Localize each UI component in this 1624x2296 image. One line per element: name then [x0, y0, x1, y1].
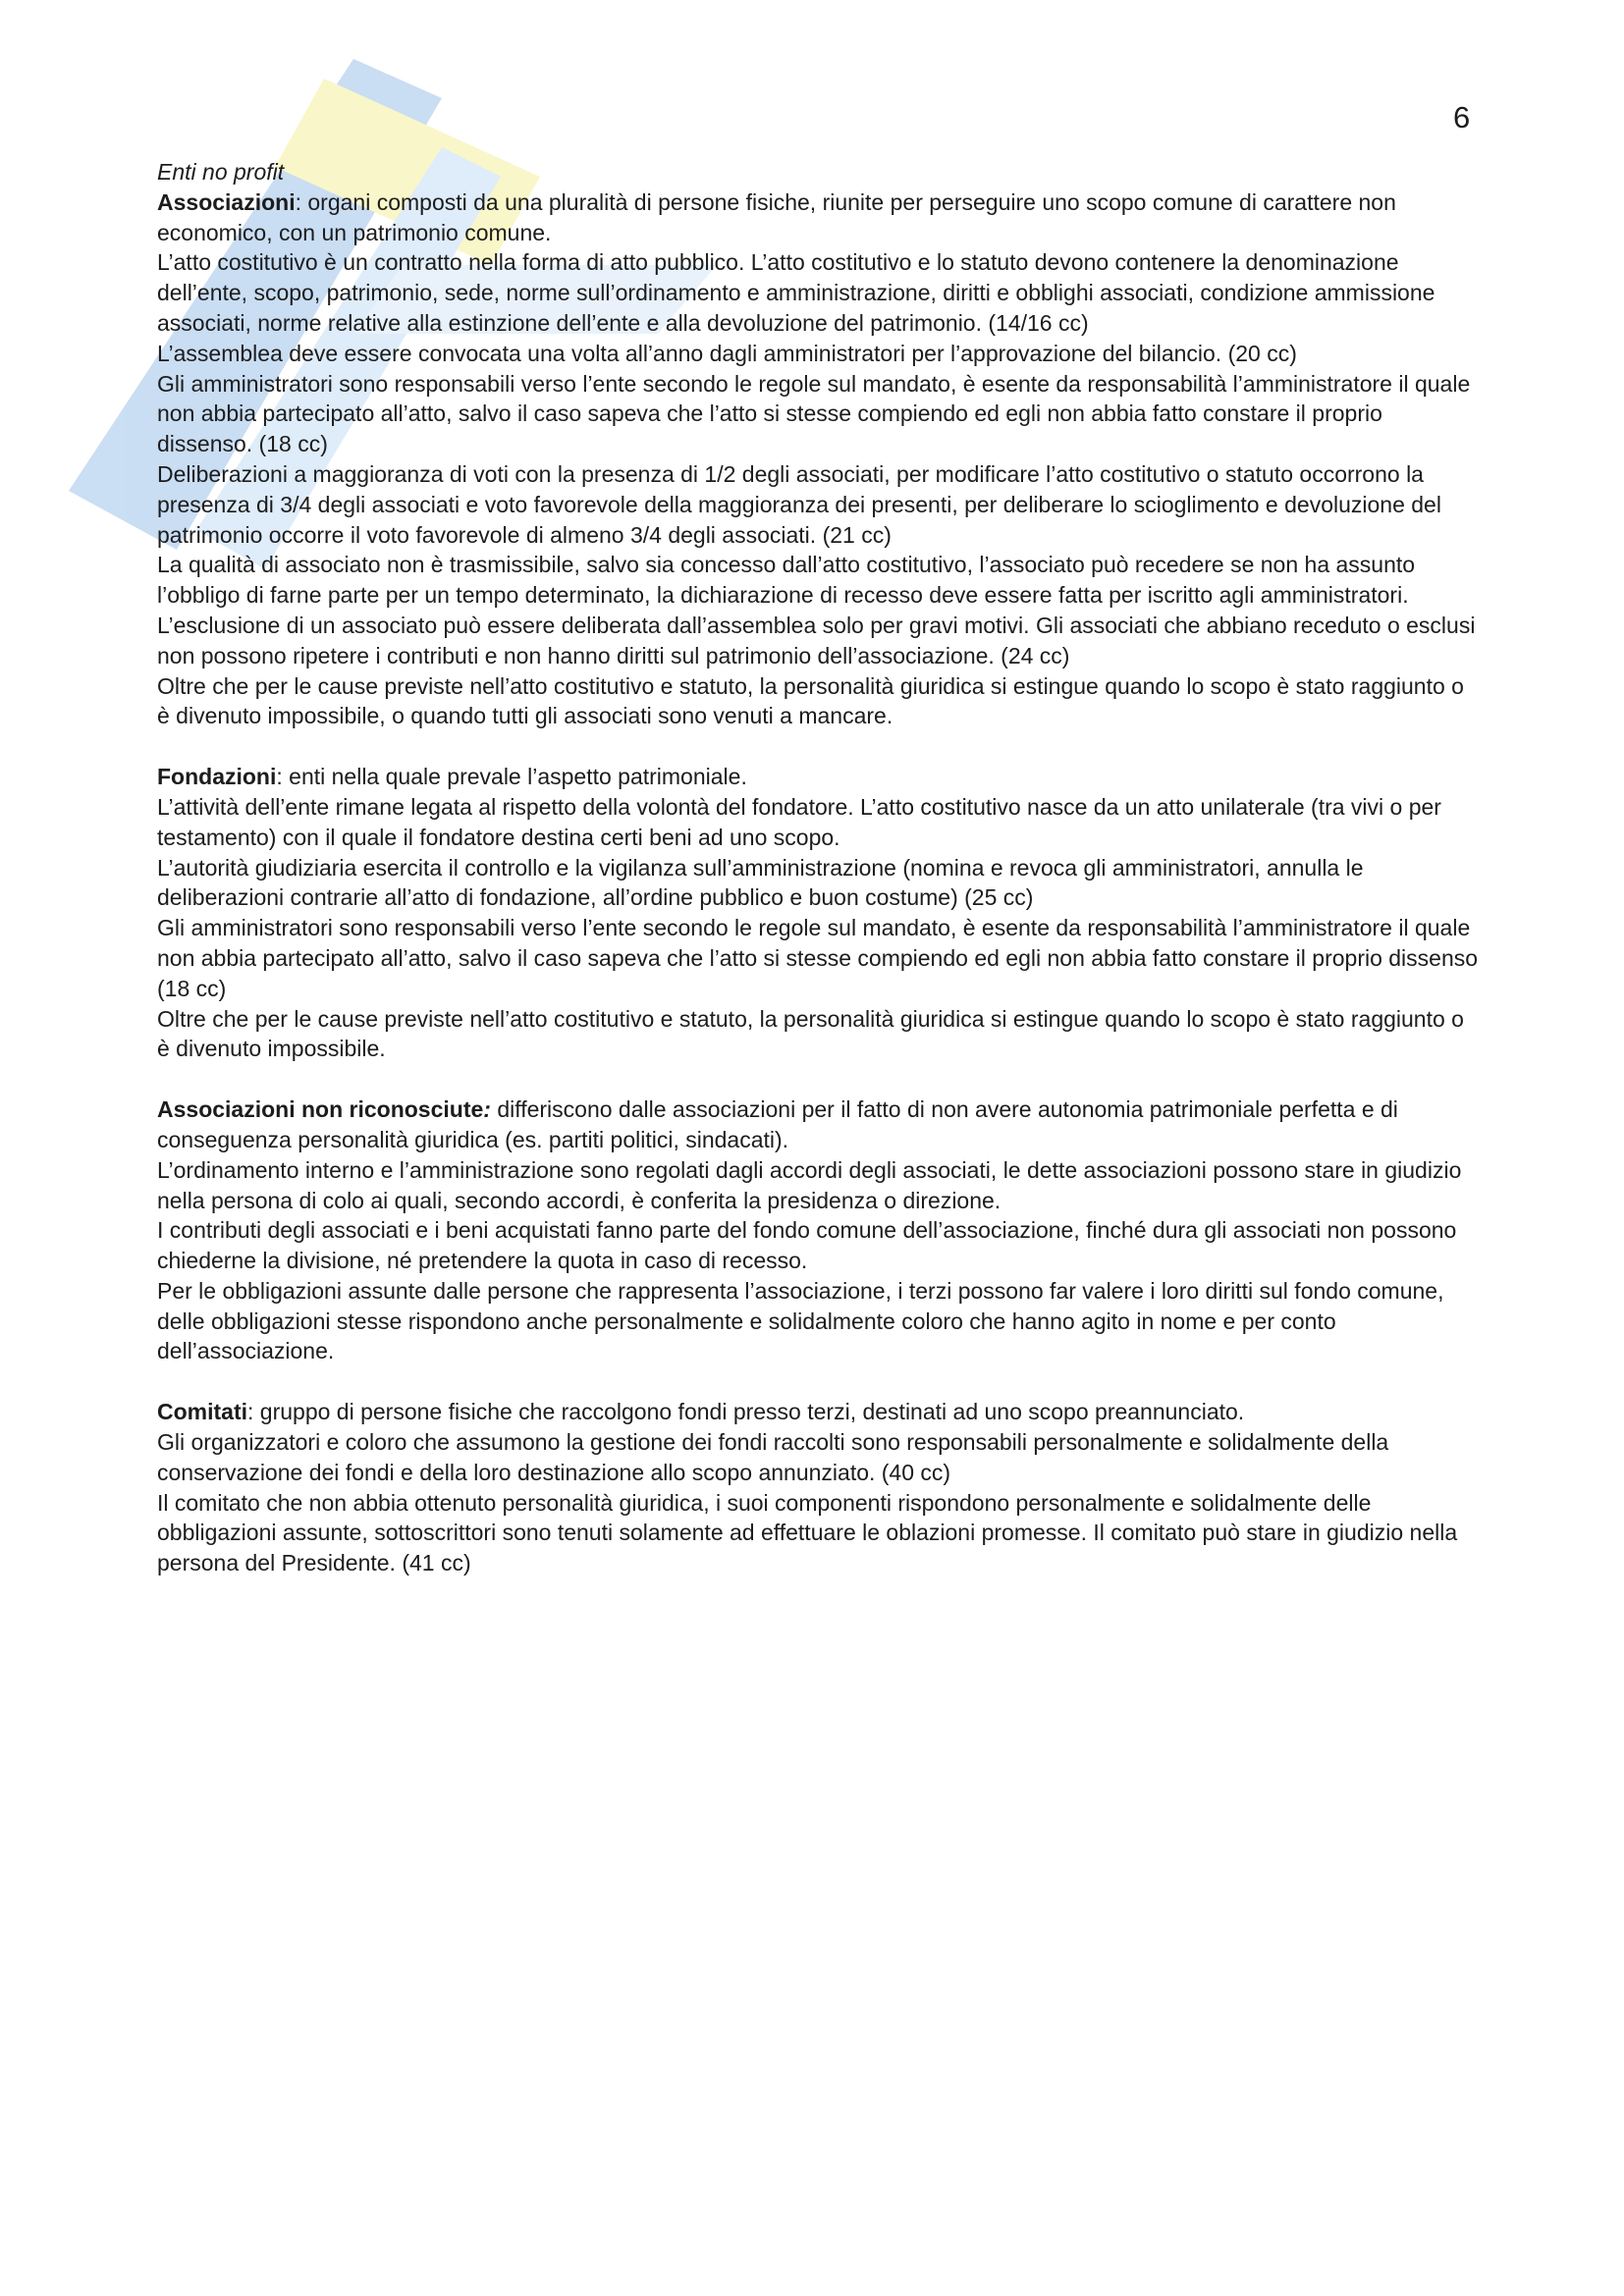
- term-separator: :: [295, 188, 301, 215]
- term-separator: :: [247, 1399, 254, 1425]
- section-comitati: [157, 1397, 1483, 1578]
- paragraph: L’autorità giudiziaria esercita il controllo e la vigilanza sull’amministrazione (nomina e revoca gli amministratori, annulla le deliberazioni contrarie all’atto di fondazione, all’ordine pubblico e buon costume) (25 cc): [157, 854, 1364, 911]
- page-number: 6: [1453, 100, 1471, 134]
- definition-paragraph: [157, 1095, 1483, 1155]
- paragraph: La qualità di associato non è trasmissibile, salvo sia concesso dall’atto costitutivo, l’associato può recedere se non ha assunto l’obbligo di farne parte per un tempo determinato, la dichiarazione di recesso deve essere fatta per iscritto agli amministratori. L’esclusione di un associato può essere deliberata dall’assemblea solo per gravi motivi. Gli associati che abbiano receduto o esclusi non possono ripetere i contributi e non hanno diritti sul patrimonio dell’associazione. (24 cc): [157, 552, 1476, 668]
- paragraph: L’ordinamento interno e l’amministrazione sono regolati dagli accordi degli associati, le dette associazioni possono stare in giudizio nella persona di colo ai quali, secondo accordi, è conferita la presidenza o direzione.: [157, 1156, 1462, 1213]
- paragraph: Gli amministratori sono responsabili verso l’ente secondo le regole sul mandato, è esente da responsabilità l’amministratore il quale non abbia partecipato all’atto, salvo il caso sapeva che l’atto si stesse compiendo ed egli non abbia fatto constare il proprio dissenso (18 cc): [157, 915, 1479, 1001]
- paragraph: Deliberazioni a maggioranza di voti con la presenza di 1/2 degli associati, per modificare l’atto costitutivo o statuto occorrono la presenza di 3/4 degli associati e voto favorevole della maggioranza dei presenti, per deliberare lo scioglimento e devoluzione del patrimonio occorre il voto favorevole di almeno 3/4 degli associati. (21 cc): [157, 460, 1441, 548]
- paragraph: L’attività dell’ente rimane legata al rispetto della volontà del fondatore. L’atto costitutivo nasce da un atto unilaterale (tra vivi o per testamento) con il quale il fondatore destina certi beni ad uno scopo.: [157, 793, 1441, 850]
- definition-paragraph: [157, 762, 1483, 792]
- definition-paragraph: [157, 1397, 1483, 1427]
- section-associazioni: [157, 187, 1483, 731]
- paragraph: Oltre che per le cause previste nell’atto costitutivo e statuto, la personalità giuridica si estingue quando lo scopo è stato raggiunto o è divenuto impossibile.: [157, 1005, 1464, 1062]
- paragraph: Gli amministratori sono responsabili verso l’ente secondo le regole sul mandato, è esente da responsabilità l’amministratore il quale non abbia partecipato all’atto, salvo il caso sapeva che l’atto si stesse compiendo ed egli non abbia fatto constare il proprio dissenso. (18 cc): [157, 370, 1471, 457]
- page-heading: Enti no profit: [157, 159, 285, 185]
- paragraph: Per le obbligazioni assunte dalle persone che rappresenta l’associazione, i terzi possono far valere i loro diritti sul fondo comune, delle obbligazioni stesse rispondono anche personalmente e solidalmente coloro che hanno agito in nome e per conto dell’associazione.: [157, 1277, 1444, 1364]
- definition-text: enti nella quale prevale l’aspetto patrimoniale.: [282, 764, 747, 790]
- definition-text: gruppo di persone fisiche che raccolgono fondi presso terzi, destinati ad uno scopo preannunciato.: [253, 1399, 1245, 1425]
- paragraph: Il comitato che non abbia ottenuto personalità giuridica, i suoi componenti rispondono personalmente e solidalmente delle obbligazioni assunte, sottoscrittori sono tenuti solamente ad effettuare le oblazioni promesse. Il comitato può stare in giudizio nella persona del Presidente. (41 cc): [157, 1489, 1458, 1576]
- paragraph: Gli organizzatori e coloro che assumono la gestione dei fondi raccolti sono responsabili personalmente e solidalmente della conservazione dei fondi e della loro destinazione allo scopo annunziato. (40 cc): [157, 1429, 1389, 1485]
- section-term: Associazioni non riconosciute: [157, 1096, 484, 1123]
- paragraph: L’atto costitutivo è un contratto nella forma di atto pubblico. L’atto costitutivo e lo statuto devono contenere la denominazione dell’ente, scopo, patrimonio, sede, norme sull’ordinamento e amministrazione, diritti e obblighi associati, condizione ammissione associati, norme relative alla estinzione dell’ente e alla devoluzione del patrimonio. (14/16 cc): [157, 249, 1435, 336]
- paragraph: Oltre che per le cause previste nell’atto costitutivo e statuto, la personalità giuridica si estingue quando lo scopo è stato raggiunto o è divenuto impossibile, o quando tutti gli associati sono venuti a mancare.: [157, 672, 1464, 729]
- term-separator: :: [483, 1096, 491, 1123]
- definition-text: differiscono dalle associazioni per il fatto di non avere autonomia patrimoniale perfetta e di conseguenza personalità giuridica (es. partiti politici, sindacati).: [157, 1096, 1398, 1152]
- section-term: Comitati: [157, 1399, 247, 1425]
- paragraph: L’assemblea deve essere convocata una volta all’anno dagli amministratori per l’approvazione del bilancio. (20 cc): [157, 340, 1297, 366]
- paragraph: I contributi degli associati e i beni acquistati fanno parte del fondo comune dell’associazione, finché dura gli associati non possono chiederne la divisione, né pretendere la quota in caso di recesso.: [157, 1217, 1457, 1274]
- section-term: Associazioni: [157, 188, 296, 215]
- document-body: [157, 157, 1483, 1578]
- term-separator: :: [276, 764, 283, 790]
- definition-text: organi composti da una pluralità di persone fisiche, riunite per perseguire uno scopo comune di carattere non economico, con un patrimonio comune.: [157, 188, 1396, 245]
- section-term: Fondazioni: [157, 764, 277, 790]
- section-fondazioni: [157, 762, 1483, 1064]
- section-associazioni-non-riconosciute: [157, 1095, 1483, 1366]
- definition-paragraph: [157, 187, 1483, 248]
